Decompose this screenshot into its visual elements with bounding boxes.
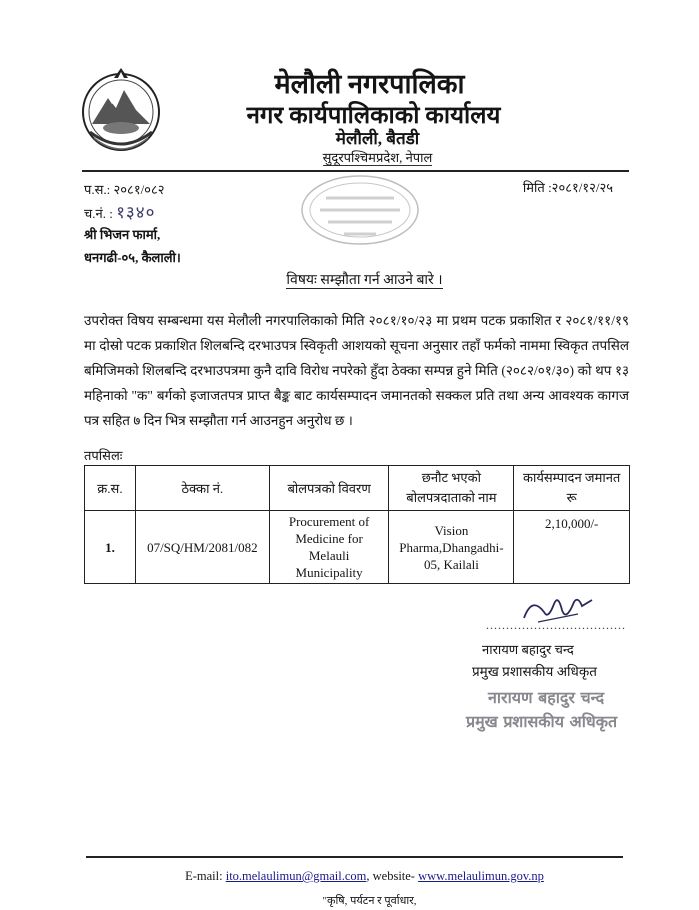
letter-body: उपरोक्त विषय सम्बन्धमा यस मेलौली नगरपालिकाको मिति २०८१/१०/२३ मा प्रथम पटक प्रकाशित र २०८१/११/१९ मा दोस्रो पटक प्रकाशित शिलबन्दि दरभाउपत्र स्विकृती आशयको सूचना अनुसार तहाँ फर्मको नाममा स्विकृत तपसिल बमिजिमको शिलबन्दि दरभाउपत्रमा कुनै दावि विरोध नपरेको हुँदा ठेक्का सम्पन्न हुने मिति (२०८२/०१/३०) को थप १३ महिनाको "क" बर्गको इजाजतपत्र प्राप्त बैङ्क बाट कार्यसम्पादन जमानतको सक्कल प्रति तथा अन्य आवश्यक कागज पत्र सहित ७ दिन भित्र सम्झौता गर्न आउनहुन अनुरोध छ । (84, 313, 629, 428)
stamp-designation: प्रमुख प्रशासकीय अधिकृत (466, 712, 618, 731)
province-text: सुदूरपश्चिमप्रदेश, नेपाल (322, 150, 433, 165)
location: मेलौली, बैतडी (335, 129, 420, 148)
recipient-address: धनगढी-०५, कैलाली। (84, 250, 181, 265)
email-label: E-mail: (185, 869, 223, 883)
footer-motto: "कृषि, पर्यटन र पूर्वाधार, (322, 895, 417, 907)
footer-divider (86, 856, 623, 858)
cell-description: Procurement of Medicine for Melauli Municipality (269, 511, 389, 584)
details-label: तपसिलः (84, 448, 123, 463)
cell-bidder: Vision Pharma,Dhangadhi-05, Kailali (389, 511, 514, 584)
signature-line: ................................... (486, 618, 626, 632)
email-link[interactable]: ito.melaulimun@gmail.com (225, 869, 367, 883)
header-contract-no: ठेक्का नं. (135, 466, 269, 511)
subject-line (0, 270, 699, 289)
header-description: बोलपत्रको विवरण (269, 466, 389, 511)
cell-contract-no: 07/SQ/HM/2081/082 (135, 511, 269, 584)
footer-contact (0, 869, 699, 884)
header-serial: क्र.स. (85, 466, 136, 511)
header-bidder: छनौट भएको बोलपत्रदाताको नाम (389, 466, 514, 511)
dispatch-label: च.नं. : (84, 206, 113, 221)
letter-date: मिति :२०८१/१२/२५ (522, 180, 613, 195)
dispatch-line (84, 200, 155, 223)
contract-details-table (84, 465, 630, 584)
office-seal (298, 172, 422, 248)
signatory-designation: प्रमुख प्रशासकीय अधिकृत (472, 664, 597, 679)
stamp-name: नारायण बहादुर चन्द (488, 688, 605, 707)
website-link[interactable]: www.melaulimun.gov.np (418, 869, 544, 883)
header-guarantee: कार्यसम्पादन जमानत रू (514, 466, 630, 511)
dispatch-number: १३४० (116, 203, 156, 223)
signatory-name: नारायण बहादुर चन्द (482, 642, 574, 657)
letter-number: प.स.: २०८१/०८२ (84, 182, 165, 197)
table-header-row (85, 466, 630, 511)
website-label: , website- (366, 869, 415, 883)
recipient-name: श्री भिजन फार्मा, (84, 227, 161, 242)
province (0, 148, 699, 166)
office-name: नगर कार्यपालिकाको कार्यालय (246, 103, 501, 129)
cell-guarantee: 2,10,000/- (514, 511, 630, 584)
table-row (85, 511, 630, 584)
subject-text: विषयः सम्झौता गर्न आउने बारे । (286, 273, 443, 288)
name-stamp (466, 686, 617, 734)
cell-serial: 1. (85, 511, 136, 584)
municipality-name: मेलौली नगरपालिका (274, 69, 465, 99)
